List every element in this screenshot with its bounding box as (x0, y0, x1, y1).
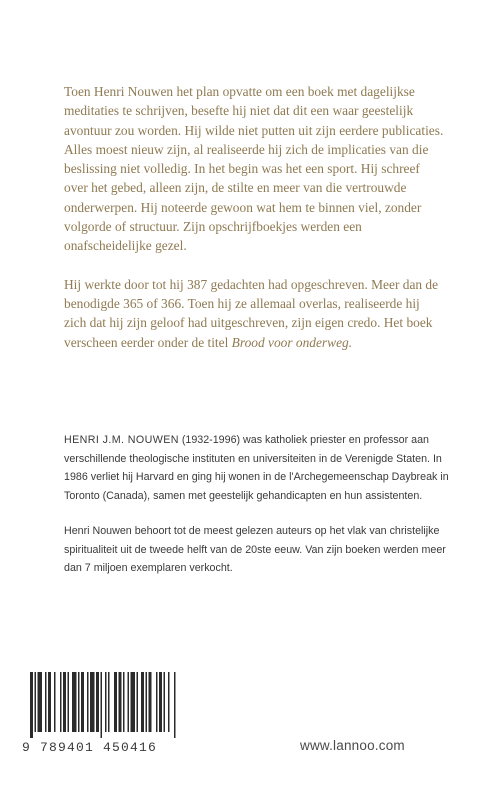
blurb-paragraph-2-text: Hij werkte door tot hij 387 gedachten had opgeschreven. Meer dan de benodigde 365 of 366. Toen hij ze allemaal overlas, realiseerde hij zich dat hij zijn geloof had uitgeschreven, zijn eigen credo. Het boek verscheen eerder onder de titel (64, 276, 439, 350)
barcode-bar (54, 672, 56, 732)
barcode-bar (38, 672, 43, 732)
author-name: HENRI J.M. NOUWEN (64, 434, 179, 446)
barcode-bar (123, 672, 125, 732)
earlier-book-title: Brood voor onderweg. (231, 334, 353, 350)
barcode (22, 672, 184, 772)
barcode-bar (114, 672, 117, 732)
author-bio-section (64, 431, 454, 578)
barcode-bar (68, 672, 70, 732)
blurb-paragraph-1: Toen Henri Nouwen het plan opvatte om een boek met dagelijkse meditaties te schrijven, besefte hij niet dat dit een waar geestelijk avontuur zou worden. Hij wilde niet putten uit zijn eerdere publicaties. Alles moest nieuw zijn, al realiseerde hij zich de implicaties van die beslissing niet volledig. In het begin was het een sport. Hij schreef over het gebed, alleen zijn, de stilte en meer van die vertrouwde onderwerpen. Hij noteerde gewoon wat hem te binnen viel, zonder volgorde of structuur. Zijn opschrijfboekjes werden een onafscheidelijke gezel. (64, 84, 444, 254)
barcode-bar (131, 672, 136, 732)
barcode-bar (141, 672, 144, 732)
barcode-bar (128, 672, 130, 732)
barcode-bar (87, 672, 89, 732)
barcode-bar (48, 672, 51, 732)
barcode-bar (96, 672, 99, 732)
barcode-bar (72, 672, 77, 732)
blurb-section (64, 82, 444, 352)
barcode-bar (101, 672, 103, 738)
barcode-bar (119, 672, 122, 732)
barcode-bar (168, 672, 170, 732)
barcode-bar (63, 672, 66, 732)
barcode-bar (108, 672, 110, 732)
barcode-bar (146, 672, 148, 732)
barcode-bars-graphic (30, 672, 176, 738)
barcode-bar (35, 672, 37, 732)
barcode-bar (159, 672, 162, 732)
barcode-bar (105, 672, 107, 732)
barcode-bar (149, 672, 152, 732)
barcode-bar (45, 672, 47, 732)
barcode-bar (174, 672, 176, 738)
publisher-website: www.lannoo.com (300, 738, 405, 753)
isbn-number: 9 789401 450416 (22, 740, 158, 755)
bio-paragraph-1 (64, 431, 454, 505)
blurb-paragraph-2 (64, 275, 444, 352)
barcode-bar (78, 672, 80, 732)
barcode-bar (60, 672, 62, 732)
bio-paragraph-1-text: (1932-1996) was katholiek priester en professor aan verschillende theologische instituten en universiteiten in de Verenigde Staten. In 1986 verliet hij Harvard en ging hij wonen in de l'Archegemeenschap Daybreak in Toronto (Canada), samen met geestelijk gehandicapten en hun assistenten. (64, 434, 449, 502)
bio-paragraph-2: Henri Nouwen behoort tot de meest gelezen auteurs op het vlak van christelijke spiritualiteit uit de tweede helft van de 20ste eeuw. Van zijn boeken werden meer dan 7 miljoen exemplaren verkocht. (64, 525, 446, 574)
barcode-bar (164, 672, 166, 732)
barcode-bar (156, 672, 158, 732)
barcode-bar (81, 672, 84, 732)
barcode-bar (30, 672, 33, 738)
barcode-bar (137, 672, 139, 732)
barcode-bar (90, 672, 95, 732)
